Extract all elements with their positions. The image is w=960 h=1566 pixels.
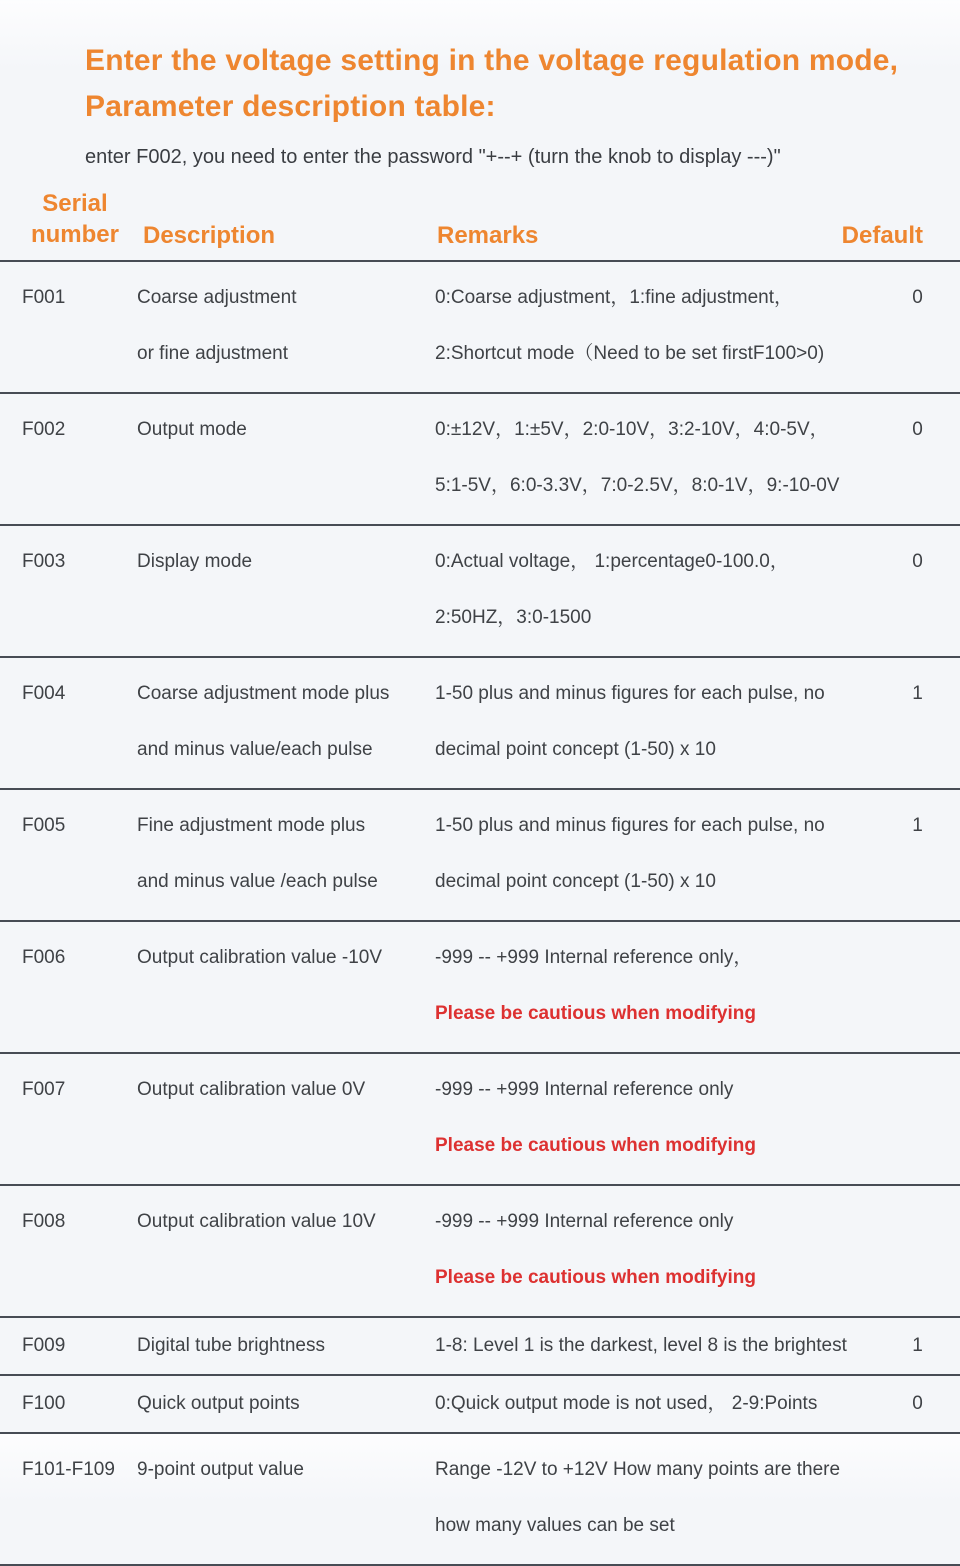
remarks-cell bbox=[435, 930, 875, 1042]
default-cell bbox=[875, 1194, 960, 1306]
remarks-cell bbox=[435, 534, 875, 646]
description-line: Fine adjustment mode plus bbox=[137, 815, 366, 836]
description-cell bbox=[137, 1062, 435, 1174]
remarks-cell bbox=[435, 1376, 875, 1432]
serial-cell: F005 bbox=[22, 815, 66, 836]
remarks-warning-line: Please be cautious when modifying bbox=[435, 1135, 756, 1156]
description-cell bbox=[137, 534, 435, 646]
description-line: Output calibration value -10V bbox=[137, 947, 383, 968]
default-cell: 0 bbox=[912, 551, 923, 572]
table-row bbox=[0, 260, 960, 392]
remarks-line: -999 -- +999 Internal reference only bbox=[435, 1079, 734, 1100]
serial-cell: F008 bbox=[22, 1211, 66, 1232]
remarks-line: -999 -- +999 Internal reference only， bbox=[435, 947, 753, 968]
table-row bbox=[0, 920, 960, 1052]
description-line: and minus value/each pulse bbox=[137, 739, 373, 760]
remarks-line: 0:Actual voltage， 1:percentage0-100.0， bbox=[435, 551, 789, 572]
remarks-line: 5:1-5V，6:0-3.3V，7:0-2.5V，8:0-1V，9:-10-0V bbox=[435, 475, 840, 496]
default-cell: 1 bbox=[912, 815, 923, 836]
remarks-warning-line: Please be cautious when modifying bbox=[435, 1003, 756, 1024]
default-cell: 1 bbox=[912, 1335, 923, 1356]
table-row bbox=[0, 392, 960, 524]
column-header-serial-line2: number bbox=[30, 221, 119, 248]
column-header-default: Default bbox=[841, 222, 923, 249]
default-cell bbox=[875, 1062, 960, 1174]
default-cell: 0 bbox=[912, 287, 923, 308]
password-note: enter F002, you need to enter the password "+--+ (turn the knob to display ---)" bbox=[85, 146, 781, 168]
description-cell bbox=[137, 798, 435, 910]
description-cell bbox=[137, 402, 435, 514]
description-cell bbox=[137, 666, 435, 778]
default-cell: 0 bbox=[912, 1393, 923, 1414]
table-row bbox=[0, 1052, 960, 1184]
default-cell: 0 bbox=[912, 419, 923, 440]
column-header-description: Description bbox=[143, 222, 276, 249]
table-row bbox=[0, 656, 960, 788]
table-row bbox=[0, 524, 960, 656]
description-line: or fine adjustment bbox=[137, 343, 289, 364]
remarks-line: 2:Shortcut mode（Need to be set firstF100>0) bbox=[435, 343, 825, 364]
description-line: Coarse adjustment bbox=[137, 287, 297, 308]
description-cell bbox=[137, 1442, 435, 1554]
serial-cell: F006 bbox=[22, 947, 66, 968]
default-cell bbox=[875, 930, 960, 1042]
remarks-cell bbox=[435, 1194, 875, 1306]
column-header-remarks: Remarks bbox=[437, 222, 539, 249]
description-line: Quick output points bbox=[137, 1393, 300, 1414]
remarks-cell bbox=[435, 402, 875, 514]
description-line: 9-point output value bbox=[137, 1459, 304, 1480]
table-row bbox=[0, 1316, 960, 1374]
serial-cell: F003 bbox=[22, 551, 66, 572]
remarks-line: Range -12V to +12V How many points are there bbox=[435, 1459, 841, 1480]
remarks-cell bbox=[435, 798, 875, 910]
description-line: Display mode bbox=[137, 551, 253, 572]
description-line: Coarse adjustment mode plus bbox=[137, 683, 390, 704]
remarks-line: how many values can be set bbox=[435, 1515, 675, 1536]
remarks-line: 2:50HZ，3:0-1500 bbox=[435, 607, 592, 628]
serial-cell: F004 bbox=[22, 683, 66, 704]
description-line: and minus value /each pulse bbox=[137, 871, 378, 892]
serial-cell: F007 bbox=[22, 1079, 66, 1100]
remarks-cell bbox=[435, 1318, 875, 1374]
default-cell bbox=[875, 1442, 960, 1554]
description-cell bbox=[137, 270, 435, 382]
title-block bbox=[0, 0, 960, 170]
table-row bbox=[0, 1374, 960, 1432]
description-line: Output calibration value 10V bbox=[137, 1211, 376, 1232]
remarks-cell bbox=[435, 1442, 875, 1554]
serial-cell: F002 bbox=[22, 419, 66, 440]
table-row bbox=[0, 788, 960, 920]
serial-cell: F100 bbox=[22, 1393, 66, 1414]
remarks-line: 1-50 plus and minus figures for each pulse, no bbox=[435, 815, 825, 836]
serial-cell: F001 bbox=[22, 287, 66, 308]
serial-cell: F101-F109 bbox=[22, 1459, 115, 1480]
remarks-warning-line: Please be cautious when modifying bbox=[435, 1267, 756, 1288]
description-line: Digital tube brightness bbox=[137, 1335, 325, 1356]
table-row bbox=[0, 1184, 960, 1316]
remarks-line: 1-8: Level 1 is the darkest, level 8 is the brightest bbox=[435, 1335, 847, 1356]
column-header-serial-line1: Serial bbox=[42, 190, 108, 217]
description-cell bbox=[137, 1376, 435, 1432]
remarks-cell bbox=[435, 666, 875, 778]
description-cell bbox=[137, 1194, 435, 1306]
serial-cell: F009 bbox=[22, 1335, 66, 1356]
remarks-line: 0:Quick output mode is not used， 2-9:Points bbox=[435, 1393, 818, 1414]
remarks-line: 1-50 plus and minus figures for each pulse, no bbox=[435, 683, 825, 704]
remarks-line: 0:±12V，1:±5V，2:0-10V，3:2-10V，4:0-5V， bbox=[435, 419, 829, 440]
table-header bbox=[0, 170, 960, 260]
table-row bbox=[0, 1432, 960, 1564]
remarks-line: -999 -- +999 Internal reference only bbox=[435, 1211, 734, 1232]
table-body bbox=[0, 260, 960, 1566]
remarks-line: decimal point concept (1-50) x 10 bbox=[435, 739, 716, 760]
remarks-cell bbox=[435, 270, 875, 382]
remarks-line: 0:Coarse adjustment，1:fine adjustment， bbox=[435, 287, 794, 308]
description-cell bbox=[137, 930, 435, 1042]
description-line: Output mode bbox=[137, 419, 247, 440]
page-title-line2: Parameter description table: bbox=[85, 90, 496, 123]
description-line: Output calibration value 0V bbox=[137, 1079, 366, 1100]
page-title-line1: Enter the voltage setting in the voltage regulation mode, bbox=[85, 44, 899, 77]
remarks-line: decimal point concept (1-50) x 10 bbox=[435, 871, 716, 892]
remarks-cell bbox=[435, 1062, 875, 1174]
column-header-serial bbox=[13, 188, 137, 250]
default-cell: 1 bbox=[912, 683, 923, 704]
description-cell bbox=[137, 1318, 435, 1374]
